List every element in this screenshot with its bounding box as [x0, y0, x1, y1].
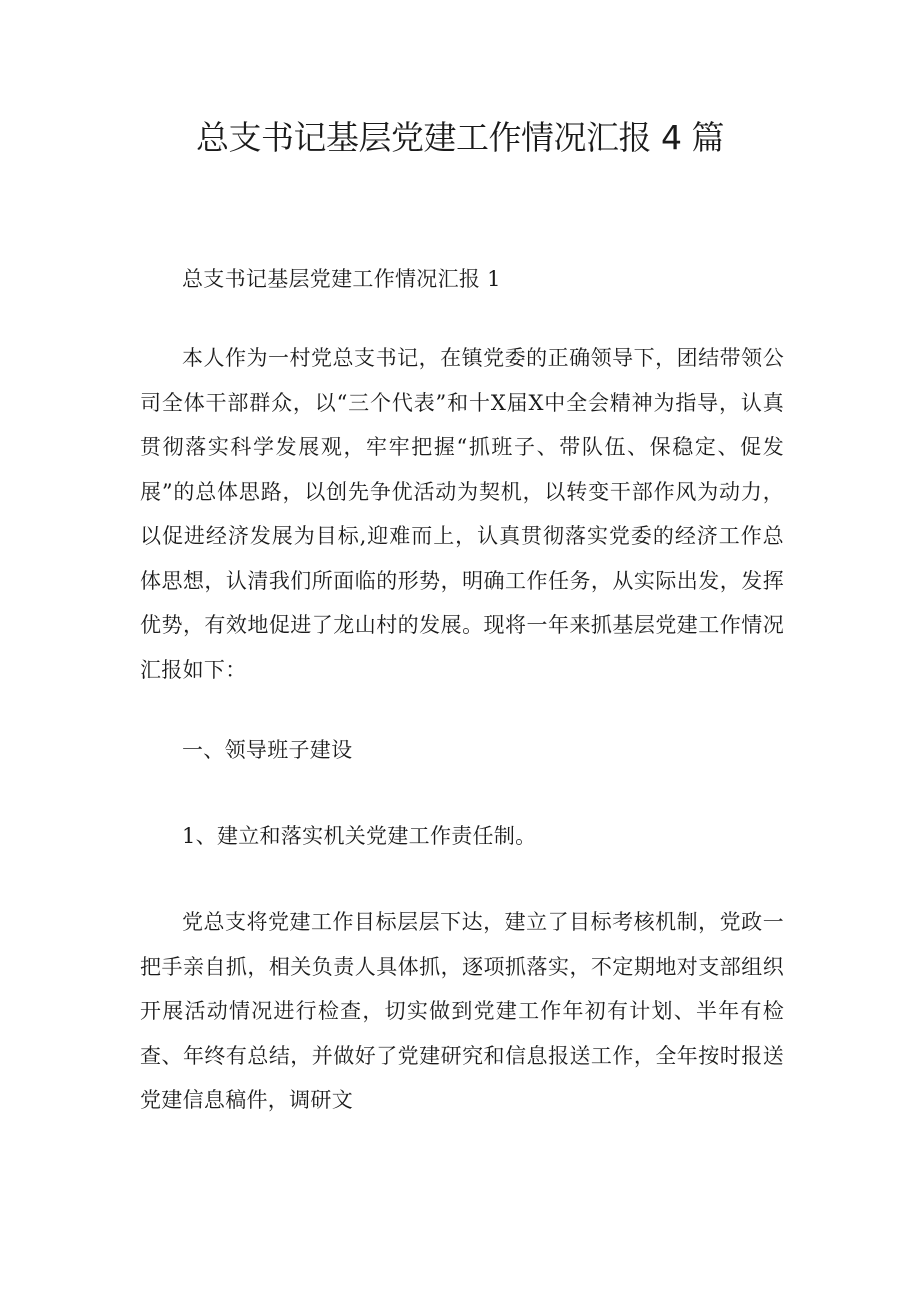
report-subtitle: 总支书记基层党建工作情况汇报 1 [182, 267, 501, 291]
document-title: 总支书记基层党建工作情况汇报 4 篇 [196, 118, 724, 157]
item-heading-responsibility: 1、建立和落实机关党建工作责任制。 [182, 824, 537, 848]
body-paragraph: 党总支将党建工作目标层层下达，建立了目标考核机制，党政一把手亲自抓，相关负责人具体抓，逐项抓落实，不定期地对支部组织开展活动情况进行检查，切实做到党建工作年初有计划、半年有检查、年终有总结，并做好了党建研究和信息报送工作，全年按时报送党建信息稿件，调研文 [140, 910, 784, 1112]
intro-paragraph: 本人作为一村党总支书记，在镇党委的正确领导下，团结带领公司全体干部群众，以“三个代表”和十X届X中全会精神为指导，认真贯彻落实科学发展观，牢牢把握“抓班子、带队伍、保稳定、促发展”的总体思路，以创先争优活动为契机，以转变干部作风为动力，以促进经济发展为目标,迎难而上，认真贯彻落实党委的经济工作总体思想，认清我们所面临的形势，明确工作任务，从实际出发，发挥优势，有效地促进了龙山村的发展。现将一年来抓基层党建工作情况汇报如下： [140, 346, 784, 682]
section-heading-leadership: 一、领导班子建设 [182, 738, 353, 762]
